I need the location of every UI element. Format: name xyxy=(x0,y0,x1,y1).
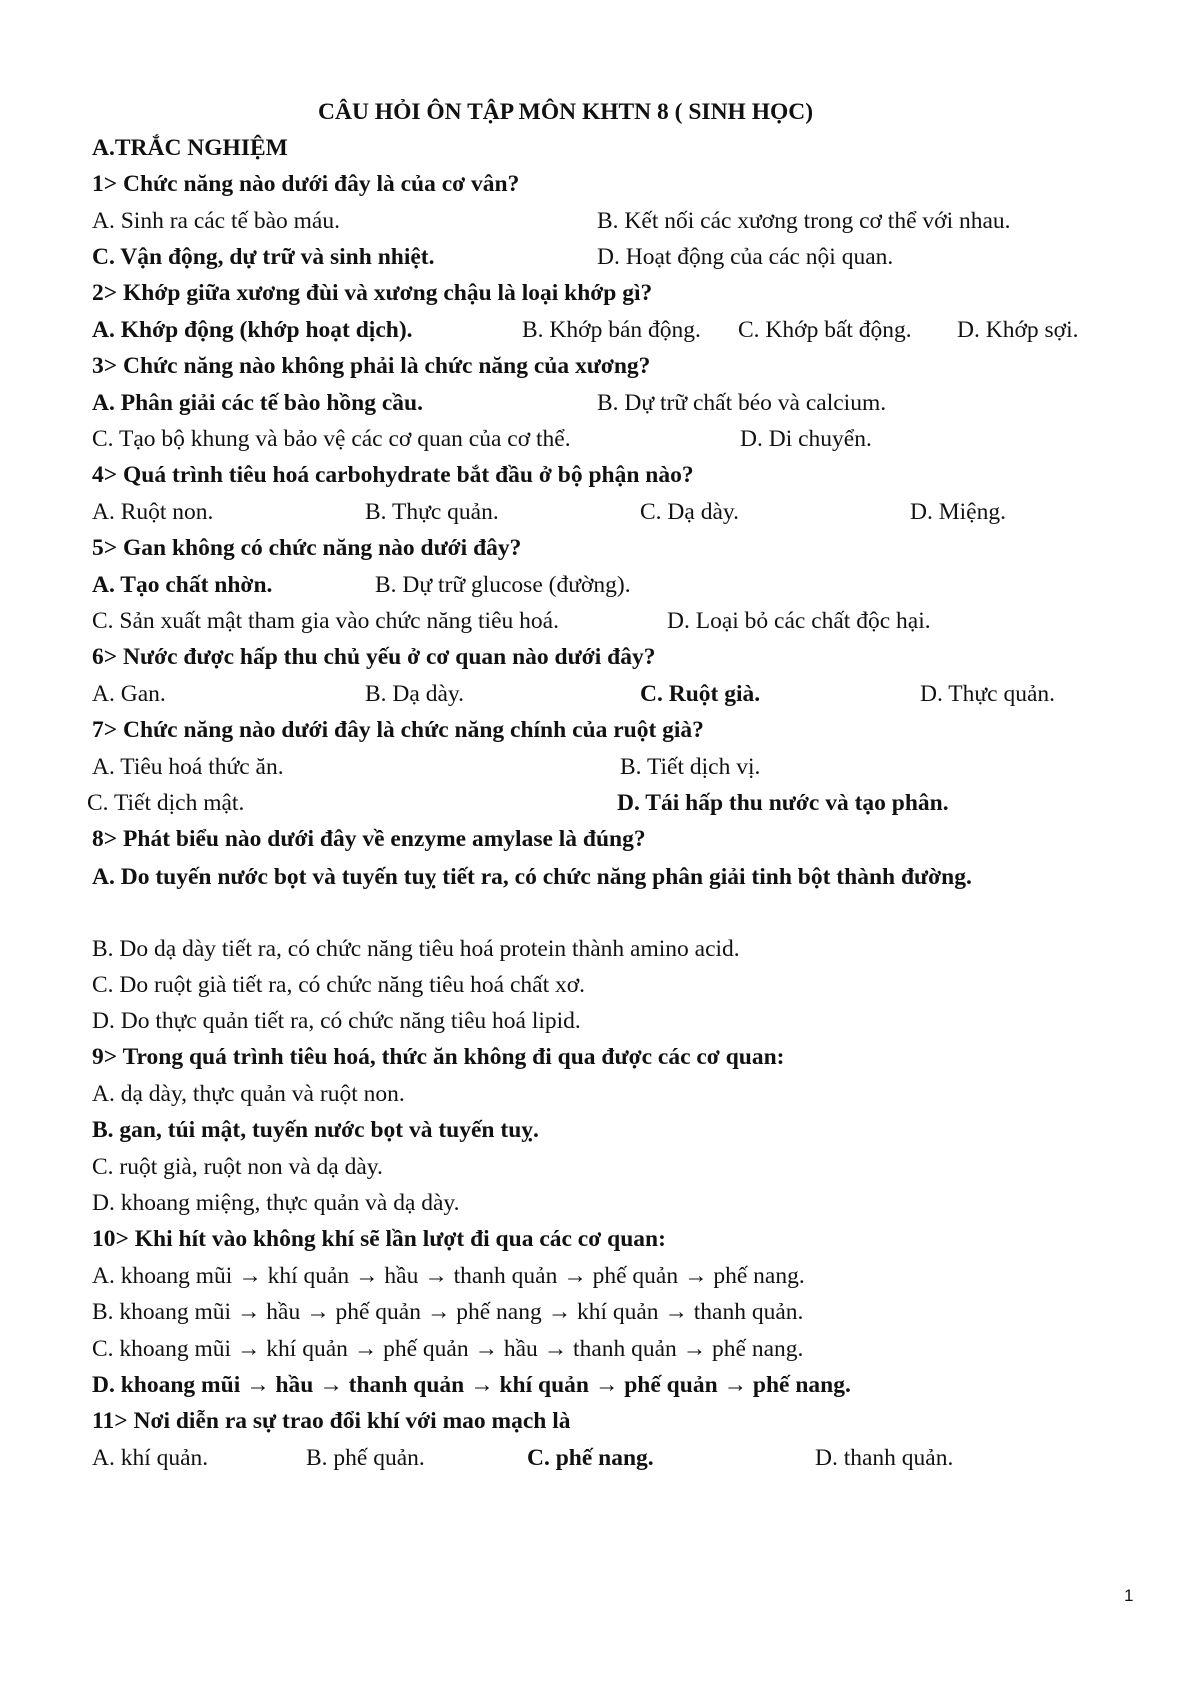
q8-option-b: B. Do dạ dày tiết ra, có chức năng tiêu hoá protein thành amino acid. xyxy=(92,936,740,962)
q4-option-d: D. Miệng. xyxy=(910,499,1006,525)
q6-option-d: D. Thực quản. xyxy=(920,681,1055,707)
q9-option-d: D. khoang miệng, thực quản và dạ dày. xyxy=(92,1190,460,1216)
q3-option-a: A. Phân giải các tế bào hồng cầu. xyxy=(92,390,423,416)
q3-option-b: B. Dự trữ chất béo và calcium. xyxy=(597,390,887,416)
q1-option-d: D. Hoạt động của các nội quan. xyxy=(597,244,894,270)
q2-option-b: B. Khớp bán động. xyxy=(522,317,701,343)
question-6: 6> Nước được hấp thu chủ yếu ở cơ quan nào dưới đây? xyxy=(92,644,656,670)
q4-option-b: B. Thực quản. xyxy=(365,499,499,525)
q10-option-c: C. khoang mũi → khí quản → phế quản → hầu → thanh quản → phế nang. xyxy=(92,1336,804,1362)
q6-option-a: A. Gan. xyxy=(92,681,166,707)
q3-option-c: C. Tạo bộ khung và bảo vệ các cơ quan của cơ thể. xyxy=(92,426,571,452)
question-9: 9> Trong quá trình tiêu hoá, thức ăn không đi qua được các cơ quan: xyxy=(92,1044,785,1070)
question-11: 11> Nơi diễn ra sự trao đổi khí với mao mạch là xyxy=(92,1408,571,1434)
q7-option-a: A. Tiêu hoá thức ăn. xyxy=(92,754,284,780)
q11-option-b: B. phế quản. xyxy=(306,1445,425,1471)
q11-option-d: D. thanh quản. xyxy=(815,1445,954,1471)
q4-option-a: A. Ruột non. xyxy=(92,499,214,525)
section-heading: A.TRẮC NGHIỆM xyxy=(92,135,288,161)
q4-option-c: C. Dạ dày. xyxy=(640,499,739,525)
page-number: 1 xyxy=(1124,1586,1134,1605)
question-4: 4> Quá trình tiêu hoá carbohydrate bắt đầu ở bộ phận nào? xyxy=(92,462,694,488)
q2-option-c: C. Khớp bất động. xyxy=(738,317,912,343)
q2-option-a: A. Khớp động (khớp hoạt dịch). xyxy=(92,317,413,343)
q10-option-b: B. khoang mũi → hầu → phế quản → phế nang → khí quản → thanh quản. xyxy=(92,1299,804,1325)
q9-option-c: C. ruột già, ruột non và dạ dày. xyxy=(92,1154,383,1180)
question-1: 1> Chức năng nào dưới đây là của cơ vân? xyxy=(92,171,520,197)
q1-option-b: B. Kết nối các xương trong cơ thể với nhau. xyxy=(597,208,1011,234)
q6-option-b: B. Dạ dày. xyxy=(365,681,464,707)
question-3: 3> Chức năng nào không phải là chức năng của xương? xyxy=(92,353,651,379)
q7-option-c: C. Tiết dịch mật. xyxy=(87,790,245,816)
q10-option-d: D. khoang mũi → hầu → thanh quản → khí quản → phế quản → phế nang. xyxy=(92,1372,851,1398)
question-7: 7> Chức năng nào dưới đây là chức năng chính của ruột già? xyxy=(92,717,704,743)
q9-option-a: A. dạ dày, thực quản và ruột non. xyxy=(92,1081,405,1107)
q1-option-c: C. Vận động, dự trữ và sinh nhiệt. xyxy=(92,244,435,270)
q8-option-a: A. Do tuyến nước bọt và tuyến tuỵ tiết ra, có chức năng phân giải tinh bột thành đường. xyxy=(92,864,972,890)
q7-option-d: D. Tái hấp thu nước và tạo phân. xyxy=(617,790,949,816)
q7-option-b: B. Tiết dịch vị. xyxy=(620,754,761,780)
q8-option-c: C. Do ruột già tiết ra, có chức năng tiêu hoá chất xơ. xyxy=(92,972,586,998)
question-2: 2> Khớp giữa xương đùi và xương chậu là loại khớp gì? xyxy=(92,280,653,306)
q5-option-d: D. Loại bỏ các chất độc hại. xyxy=(667,608,931,634)
question-10: 10> Khi hít vào không khí sẽ lần lượt đi qua các cơ quan: xyxy=(92,1226,666,1252)
q1-option-a: A. Sinh ra các tế bào máu. xyxy=(92,208,340,234)
q11-option-a: A. khí quản. xyxy=(92,1445,209,1471)
q6-option-c: C. Ruột già. xyxy=(640,681,761,707)
document-title: CÂU HỎI ÔN TẬP MÔN KHTN 8 ( SINH HỌC) xyxy=(318,99,814,125)
q2-option-d: D. Khớp sợi. xyxy=(957,317,1079,343)
q3-option-d: D. Di chuyển. xyxy=(740,426,872,452)
q9-option-b: B. gan, túi mật, tuyến nước bọt và tuyến tuỵ. xyxy=(92,1117,539,1143)
q8-option-d: D. Do thực quản tiết ra, có chức năng tiêu hoá lipid. xyxy=(92,1008,581,1034)
q5-option-a: A. Tạo chất nhờn. xyxy=(92,572,273,598)
q10-option-a: A. khoang mũi → khí quản → hầu → thanh quản → phế quản → phế nang. xyxy=(92,1263,805,1289)
question-5: 5> Gan không có chức năng nào dưới đây? xyxy=(92,535,522,561)
question-8: 8> Phát biểu nào dưới đây về enzyme amylase là đúng? xyxy=(92,826,646,852)
q5-option-b: B. Dự trữ glucose (đường). xyxy=(375,572,631,598)
q5-option-c: C. Sản xuất mật tham gia vào chức năng tiêu hoá. xyxy=(92,608,559,634)
q11-option-c: C. phế nang. xyxy=(527,1445,654,1471)
